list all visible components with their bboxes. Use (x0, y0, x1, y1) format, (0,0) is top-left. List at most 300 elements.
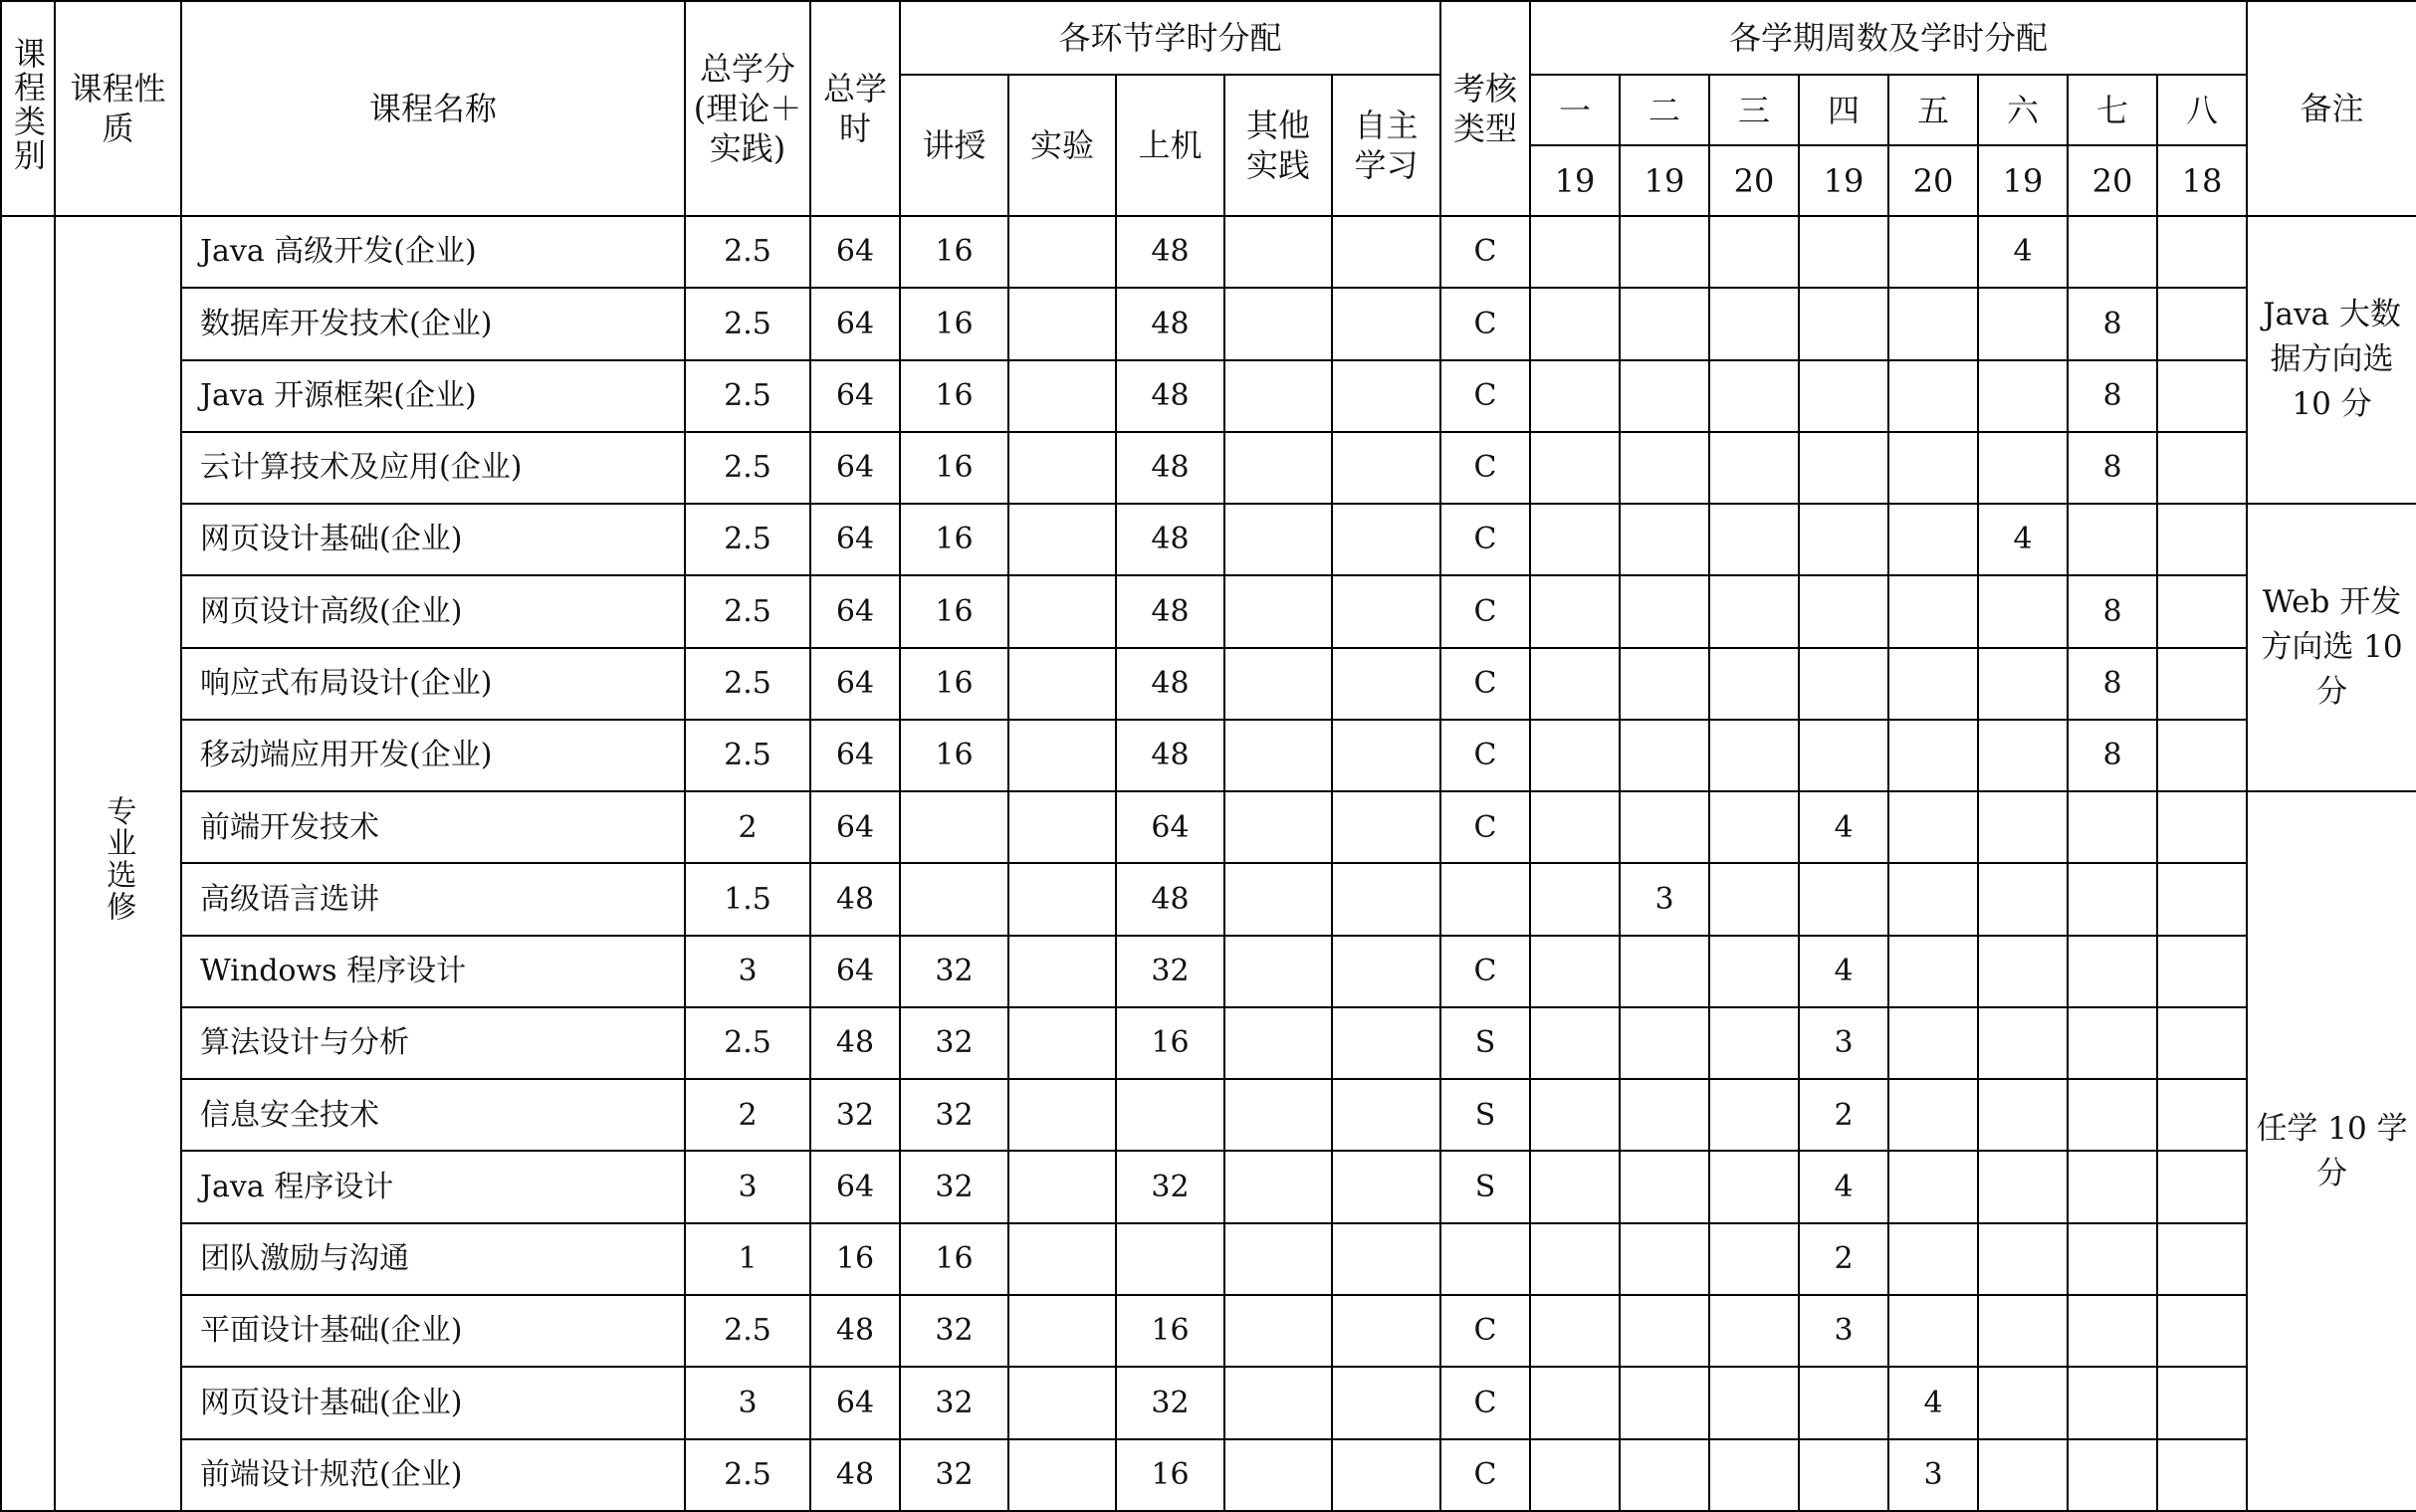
semester-6-cell (1978, 1223, 2068, 1295)
semester-1-cell (1530, 1223, 1620, 1295)
semester-5-cell (1888, 1151, 1978, 1222)
semester-3-cell (1709, 936, 1799, 1007)
semester-3-cell (1709, 720, 1799, 791)
header-semester-8: 八 (2157, 75, 2247, 145)
semester-2-cell (1620, 720, 1709, 791)
semester-4-cell (1799, 1439, 1888, 1511)
lecture-hours-cell: 32 (900, 1367, 1008, 1438)
semester-7-cell (2068, 791, 2157, 863)
exam-type-cell: C (1440, 504, 1530, 575)
computer-hours-cell: 48 (1116, 288, 1224, 359)
header-semester-4: 四 (1799, 75, 1888, 145)
exam-type-cell (1440, 863, 1530, 935)
semester-8-cell (2157, 1439, 2247, 1511)
semester-8-cell (2157, 575, 2247, 647)
table-row (1, 288, 2416, 359)
self-study-cell (1332, 791, 1440, 863)
semester-1-cell (1530, 791, 1620, 863)
header-nature (55, 1, 181, 216)
lecture-hours-cell: 32 (900, 1079, 1008, 1151)
semester-8-cell (2157, 863, 2247, 935)
semester-2-cell: 3 (1620, 863, 1709, 935)
header-other-practice-label: 其他实践 (1245, 107, 1310, 184)
table-row (1, 863, 2416, 935)
course-name-cell: 信息安全技术 (181, 1079, 685, 1151)
semester-6-cell (1978, 863, 2068, 935)
table-header (1, 1, 2416, 216)
table-row (1, 720, 2416, 791)
semester-6-cell (1978, 1295, 2068, 1367)
semester-3-cell (1709, 863, 1799, 935)
other-practice-cell (1224, 504, 1332, 575)
semester-5-cell: 4 (1888, 1367, 1978, 1438)
exam-type-cell: S (1440, 1079, 1530, 1151)
total-credits-cell: 3 (685, 936, 810, 1007)
semester-6-cell (1978, 791, 2068, 863)
semester-8-cell (2157, 791, 2247, 863)
semester-6-cell: 4 (1978, 504, 2068, 575)
exam-type-cell: C (1440, 791, 1530, 863)
other-practice-cell (1224, 1295, 1332, 1367)
semester-4-cell (1799, 288, 1888, 359)
lecture-hours-cell: 16 (900, 432, 1008, 504)
course-name-cell: 高级语言选讲 (181, 863, 685, 935)
semester-4-cell: 2 (1799, 1223, 1888, 1295)
lecture-hours-cell (900, 791, 1008, 863)
semester-2-cell (1620, 1295, 1709, 1367)
semester-6-cell (1978, 360, 2068, 432)
course-name-cell: 网页设计高级(企业) (181, 575, 685, 647)
lecture-hours-cell: 16 (900, 648, 1008, 720)
table-row (1, 1151, 2416, 1222)
table-row (1, 504, 2416, 575)
table-row (1, 1439, 2416, 1511)
total-hours-cell: 64 (810, 1367, 900, 1438)
lecture-hours-cell: 16 (900, 216, 1008, 288)
course-name-cell: 团队激励与沟通 (181, 1223, 685, 1295)
other-practice-cell (1224, 720, 1332, 791)
semester-2-cell (1620, 1079, 1709, 1151)
self-study-cell (1332, 360, 1440, 432)
exam-type-cell: C (1440, 1367, 1530, 1438)
semester-1-cell (1530, 432, 1620, 504)
semester-8-cell (2157, 504, 2247, 575)
header-category-label: 课程类别 (9, 36, 47, 172)
other-practice-cell (1224, 1367, 1332, 1438)
header-total-hours (810, 1, 900, 216)
semester-2-cell (1620, 936, 1709, 1007)
semester-7-cell: 8 (2068, 288, 2157, 359)
semester-8-cell (2157, 432, 2247, 504)
lecture-hours-cell: 16 (900, 288, 1008, 359)
self-study-cell (1332, 1295, 1440, 1367)
total-hours-cell: 32 (810, 1079, 900, 1151)
semester-3-cell (1709, 1367, 1799, 1438)
semester-3-cell (1709, 1007, 1799, 1079)
header-weeks-6: 19 (1978, 145, 2068, 216)
header-exam-type-label: 考核类型 (1452, 70, 1517, 147)
header-course-name: 课程名称 (181, 1, 685, 216)
total-credits-cell: 2.5 (685, 432, 810, 504)
total-hours-cell: 64 (810, 936, 900, 1007)
total-hours-cell: 64 (810, 720, 900, 791)
semester-7-cell (2068, 1295, 2157, 1367)
exam-type-cell: C (1440, 936, 1530, 1007)
semester-1-cell (1530, 288, 1620, 359)
total-credits-cell: 2 (685, 1079, 810, 1151)
exam-type-cell: S (1440, 1007, 1530, 1079)
semester-1-cell (1530, 863, 1620, 935)
header-self-study (1332, 75, 1440, 216)
semester-8-cell (2157, 1295, 2247, 1367)
table-row (1, 432, 2416, 504)
header-nature-label: 课程性质 (70, 70, 166, 147)
self-study-cell (1332, 1007, 1440, 1079)
course-name-cell: 算法设计与分析 (181, 1007, 685, 1079)
exam-type-cell: C (1440, 360, 1530, 432)
total-hours-cell: 16 (810, 1223, 900, 1295)
semester-7-cell (2068, 216, 2157, 288)
computer-hours-cell: 48 (1116, 432, 1224, 504)
exam-type-cell: C (1440, 575, 1530, 647)
semester-6-cell (1978, 720, 2068, 791)
semester-6-cell (1978, 936, 2068, 1007)
self-study-cell (1332, 936, 1440, 1007)
experiment-hours-cell (1008, 1439, 1116, 1511)
header-semester-2: 二 (1620, 75, 1709, 145)
semester-6-cell (1978, 1151, 2068, 1222)
semester-2-cell (1620, 1223, 1709, 1295)
semester-7-cell: 8 (2068, 648, 2157, 720)
total-credits-cell: 2.5 (685, 1007, 810, 1079)
semester-5-cell (1888, 1079, 1978, 1151)
computer-hours-cell: 48 (1116, 504, 1224, 575)
semester-4-cell (1799, 504, 1888, 575)
semester-2-cell (1620, 288, 1709, 359)
total-hours-cell: 64 (810, 216, 900, 288)
header-weeks-4: 19 (1799, 145, 1888, 216)
total-credits-cell: 2.5 (685, 1295, 810, 1367)
course-name-cell: Java 高级开发(企业) (181, 216, 685, 288)
semester-8-cell (2157, 1079, 2247, 1151)
header-weeks-5: 20 (1888, 145, 1978, 216)
semester-4-cell: 3 (1799, 1007, 1888, 1079)
course-name-cell: 移动端应用开发(企业) (181, 720, 685, 791)
self-study-cell (1332, 216, 1440, 288)
self-study-cell (1332, 863, 1440, 935)
semester-5-cell (1888, 575, 1978, 647)
total-credits-cell: 2.5 (685, 504, 810, 575)
semester-4-cell (1799, 432, 1888, 504)
header-remark: 备注 (2247, 1, 2416, 216)
semester-3-cell (1709, 1223, 1799, 1295)
semester-5-cell (1888, 720, 1978, 791)
semester-2-cell (1620, 575, 1709, 647)
self-study-cell (1332, 720, 1440, 791)
semester-4-cell (1799, 216, 1888, 288)
semester-3-cell (1709, 288, 1799, 359)
semester-2-cell (1620, 1439, 1709, 1511)
lecture-hours-cell: 16 (900, 720, 1008, 791)
lecture-hours-cell: 16 (900, 504, 1008, 575)
remark-cell: Java 大数据方向选 10 分 (2247, 216, 2416, 504)
self-study-cell (1332, 648, 1440, 720)
total-credits-cell: 2.5 (685, 648, 810, 720)
total-credits-cell: 2.5 (685, 720, 810, 791)
table-row (1, 1007, 2416, 1079)
semester-5-cell (1888, 360, 1978, 432)
nature-cell (55, 216, 181, 1511)
computer-hours-cell: 48 (1116, 216, 1224, 288)
total-credits-cell: 2.5 (685, 360, 810, 432)
course-name-cell: 前端开发技术 (181, 791, 685, 863)
semester-8-cell (2157, 1007, 2247, 1079)
semester-8-cell (2157, 360, 2247, 432)
semester-8-cell (2157, 288, 2247, 359)
semester-5-cell (1888, 648, 1978, 720)
semester-6-cell (1978, 1079, 2068, 1151)
semester-6-cell (1978, 432, 2068, 504)
semester-4-cell: 3 (1799, 1295, 1888, 1367)
header-semester-5: 五 (1888, 75, 1978, 145)
experiment-hours-cell (1008, 360, 1116, 432)
course-name-cell: Windows 程序设计 (181, 936, 685, 1007)
semester-6-cell (1978, 1439, 2068, 1511)
course-name-cell: 网页设计基础(企业) (181, 1367, 685, 1438)
semester-5-cell (1888, 791, 1978, 863)
computer-hours-cell (1116, 1223, 1224, 1295)
total-credits-cell: 2.5 (685, 575, 810, 647)
total-hours-cell: 64 (810, 648, 900, 720)
course-name-cell: 响应式布局设计(企业) (181, 648, 685, 720)
semester-1-cell (1530, 504, 1620, 575)
self-study-cell (1332, 1151, 1440, 1222)
total-hours-cell: 64 (810, 504, 900, 575)
total-hours-cell: 64 (810, 360, 900, 432)
semester-1-cell (1530, 1007, 1620, 1079)
semester-8-cell (2157, 648, 2247, 720)
experiment-hours-cell (1008, 432, 1116, 504)
header-weeks-3: 20 (1709, 145, 1799, 216)
computer-hours-cell: 48 (1116, 360, 1224, 432)
header-weeks-2: 19 (1620, 145, 1709, 216)
header-total-hours-label: 总学时 (822, 70, 887, 147)
lecture-hours-cell: 16 (900, 575, 1008, 647)
semester-7-cell: 8 (2068, 360, 2157, 432)
semester-6-cell: 4 (1978, 216, 2068, 288)
header-semester-7: 七 (2068, 75, 2157, 145)
experiment-hours-cell (1008, 1367, 1116, 1438)
semester-2-cell (1620, 504, 1709, 575)
semester-6-cell (1978, 648, 2068, 720)
table-row (1, 791, 2416, 863)
other-practice-cell (1224, 1223, 1332, 1295)
semester-3-cell (1709, 432, 1799, 504)
header-lecture: 讲授 (900, 75, 1008, 216)
exam-type-cell: C (1440, 648, 1530, 720)
header-semester-group: 各学期周数及学时分配 (1530, 1, 2247, 75)
semester-6-cell (1978, 288, 2068, 359)
computer-hours-cell: 32 (1116, 1367, 1224, 1438)
semester-3-cell (1709, 575, 1799, 647)
course-name-cell: 网页设计基础(企业) (181, 504, 685, 575)
lecture-hours-cell: 16 (900, 1223, 1008, 1295)
semester-1-cell (1530, 575, 1620, 647)
semester-4-cell (1799, 720, 1888, 791)
total-credits-cell: 2.5 (685, 216, 810, 288)
header-allocation-group: 各环节学时分配 (900, 1, 1440, 75)
course-name-cell: 前端设计规范(企业) (181, 1439, 685, 1511)
semester-2-cell (1620, 216, 1709, 288)
exam-type-cell: C (1440, 288, 1530, 359)
other-practice-cell (1224, 432, 1332, 504)
table-row (1, 648, 2416, 720)
experiment-hours-cell (1008, 1079, 1116, 1151)
semester-1-cell (1530, 720, 1620, 791)
semester-3-cell (1709, 648, 1799, 720)
semester-8-cell (2157, 936, 2247, 1007)
exam-type-cell: C (1440, 1439, 1530, 1511)
exam-type-cell: C (1440, 1295, 1530, 1367)
table-row (1, 1367, 2416, 1438)
total-hours-cell: 48 (810, 1439, 900, 1511)
table-row (1, 1295, 2416, 1367)
self-study-cell (1332, 1223, 1440, 1295)
semester-8-cell (2157, 216, 2247, 288)
lecture-hours-cell: 32 (900, 1295, 1008, 1367)
semester-3-cell (1709, 1151, 1799, 1222)
semester-7-cell (2068, 1439, 2157, 1511)
exam-type-cell: C (1440, 432, 1530, 504)
total-credits-cell: 1 (685, 1223, 810, 1295)
experiment-hours-cell (1008, 1223, 1116, 1295)
header-category (1, 1, 55, 216)
computer-hours-cell: 16 (1116, 1295, 1224, 1367)
table-row (1, 1079, 2416, 1151)
other-practice-cell (1224, 936, 1332, 1007)
semester-7-cell (2068, 1079, 2157, 1151)
semester-7-cell (2068, 1007, 2157, 1079)
self-study-cell (1332, 504, 1440, 575)
category-cell (1, 216, 55, 1511)
semester-1-cell (1530, 936, 1620, 1007)
total-credits-cell: 1.5 (685, 863, 810, 935)
semester-5-cell (1888, 863, 1978, 935)
header-total-credits-label: 总学分(理论＋实践) (693, 50, 802, 167)
semester-4-cell (1799, 575, 1888, 647)
computer-hours-cell: 16 (1116, 1007, 1224, 1079)
self-study-cell (1332, 288, 1440, 359)
total-hours-cell: 64 (810, 432, 900, 504)
semester-1-cell (1530, 216, 1620, 288)
semester-4-cell: 2 (1799, 1079, 1888, 1151)
course-name-cell: Java 程序设计 (181, 1151, 685, 1222)
semester-2-cell (1620, 1007, 1709, 1079)
semester-1-cell (1530, 360, 1620, 432)
header-computer: 上机 (1116, 75, 1224, 216)
semester-3-cell (1709, 216, 1799, 288)
computer-hours-cell (1116, 1079, 1224, 1151)
course-name-cell: Java 开源框架(企业) (181, 360, 685, 432)
self-study-cell (1332, 1439, 1440, 1511)
semester-7-cell (2068, 1223, 2157, 1295)
semester-7-cell (2068, 504, 2157, 575)
self-study-cell (1332, 1367, 1440, 1438)
computer-hours-cell: 32 (1116, 1151, 1224, 1222)
remark-cell: Web 开发方向选 10 分 (2247, 504, 2416, 791)
semester-1-cell (1530, 1439, 1620, 1511)
total-credits-cell: 2 (685, 791, 810, 863)
lecture-hours-cell: 32 (900, 1007, 1008, 1079)
computer-hours-cell: 48 (1116, 575, 1224, 647)
lecture-hours-cell: 32 (900, 1151, 1008, 1222)
other-practice-cell (1224, 1007, 1332, 1079)
experiment-hours-cell (1008, 575, 1116, 647)
semester-4-cell: 4 (1799, 791, 1888, 863)
self-study-cell (1332, 1079, 1440, 1151)
semester-2-cell (1620, 648, 1709, 720)
header-exam-type (1440, 1, 1530, 216)
remark-cell: 任学 10 学分 (2247, 791, 2416, 1511)
header-other-practice (1224, 75, 1332, 216)
experiment-hours-cell (1008, 504, 1116, 575)
table-row (1, 1223, 2416, 1295)
other-practice-cell (1224, 360, 1332, 432)
semester-4-cell: 4 (1799, 936, 1888, 1007)
header-weeks-7: 20 (2068, 145, 2157, 216)
semester-3-cell (1709, 504, 1799, 575)
semester-4-cell (1799, 1367, 1888, 1438)
experiment-hours-cell (1008, 1007, 1116, 1079)
lecture-hours-cell: 32 (900, 936, 1008, 1007)
semester-2-cell (1620, 1367, 1709, 1438)
header-semester-3: 三 (1709, 75, 1799, 145)
semester-4-cell (1799, 648, 1888, 720)
semester-5-cell (1888, 216, 1978, 288)
total-hours-cell: 64 (810, 1151, 900, 1222)
total-credits-cell: 3 (685, 1151, 810, 1222)
total-credits-cell: 2.5 (685, 288, 810, 359)
total-hours-cell: 64 (810, 288, 900, 359)
nature-label: 专业选修 (101, 794, 136, 923)
semester-3-cell (1709, 1439, 1799, 1511)
semester-5-cell (1888, 1295, 1978, 1367)
table-row (1, 575, 2416, 647)
computer-hours-cell: 48 (1116, 720, 1224, 791)
semester-7-cell (2068, 1151, 2157, 1222)
semester-4-cell: 4 (1799, 1151, 1888, 1222)
experiment-hours-cell (1008, 288, 1116, 359)
experiment-hours-cell (1008, 936, 1116, 1007)
course-name-cell: 数据库开发技术(企业) (181, 288, 685, 359)
exam-type-cell: S (1440, 1151, 1530, 1222)
other-practice-cell (1224, 288, 1332, 359)
course-name-cell: 平面设计基础(企业) (181, 1295, 685, 1367)
other-practice-cell (1224, 648, 1332, 720)
total-hours-cell: 64 (810, 791, 900, 863)
exam-type-cell (1440, 1223, 1530, 1295)
semester-4-cell (1799, 863, 1888, 935)
experiment-hours-cell (1008, 863, 1116, 935)
total-credits-cell: 2.5 (685, 1439, 810, 1511)
lecture-hours-cell: 16 (900, 360, 1008, 432)
header-semester-6: 六 (1978, 75, 2068, 145)
semester-7-cell (2068, 1367, 2157, 1438)
experiment-hours-cell (1008, 791, 1116, 863)
total-hours-cell: 64 (810, 575, 900, 647)
header-weeks-1: 19 (1530, 145, 1620, 216)
header-total-credits (685, 1, 810, 216)
